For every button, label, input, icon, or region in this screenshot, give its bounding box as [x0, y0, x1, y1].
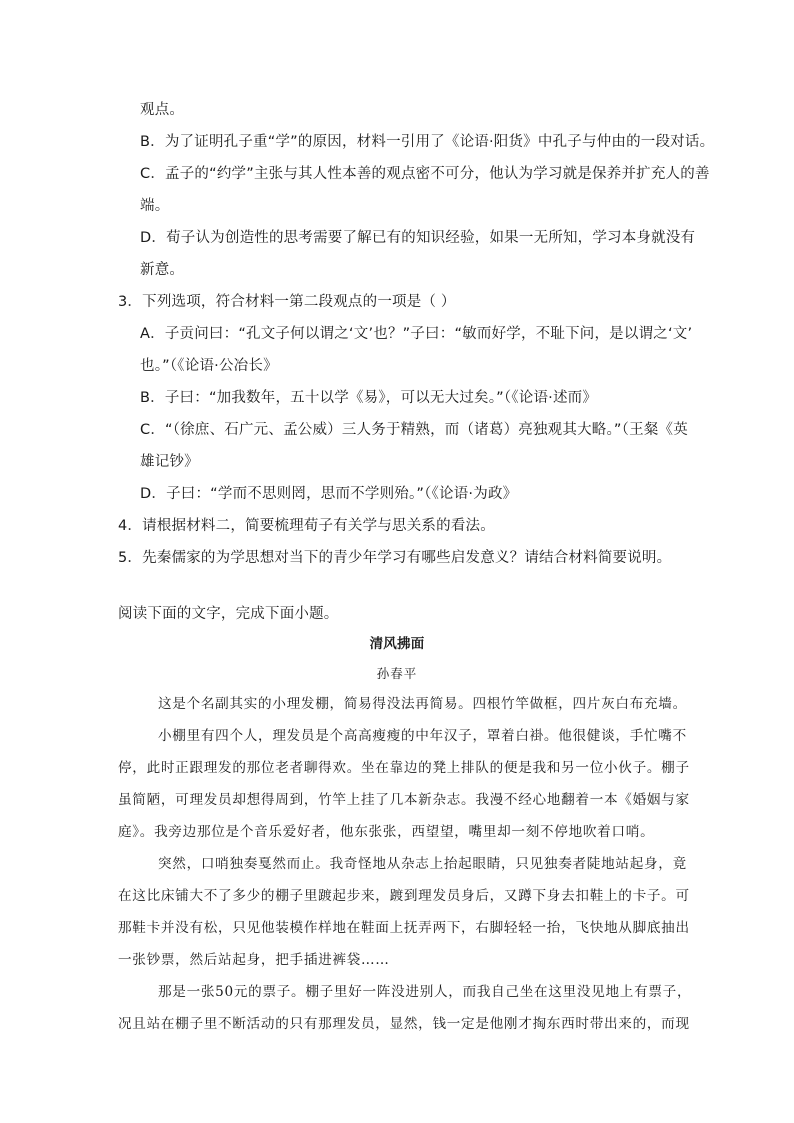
q3-option-c-line-1: C．“（徐庶、石广元、孟公威）三人务于精熟，而（诸葛）亮独观其大略。”（王粲《英 [140, 422, 688, 438]
option-b: B．为了证明孔子重“学”的原因，材料一引用了《论语·阳货》中孔子与仲由的一段对话。 [140, 134, 715, 150]
question-4: 4．请根据材料二，简要梳理荀子有关学与思关系的看法。 [118, 518, 495, 534]
passage-line: 在这比床铺大不了多少的棚子里踱起步来，踱到理发员身后，又蹲下身去扣鞋上的卡子。可 [118, 888, 690, 904]
q3-option-b: B．子曰：“加我数年，五十以学《易》，可以无大过矣。”（《论语·述而》 [140, 390, 598, 406]
passage-line: 况且站在棚子里不断活动的只有那理发员，显然，钱一定是他刚才掏东西时带出来的，而现 [118, 1016, 690, 1032]
passage-line: 这是个名副其实的小理发棚，简易得没法再简易。四根竹竿做框，四片灰白布充墙。 [158, 696, 687, 712]
option-c-line-1: C．孟子的“约学”主张与其人性本善的观点密不可分，他认为学习就是保养并扩充人的善 [140, 166, 710, 182]
passage-line: 虽简陋，可理发员却想得周到，竹竿上挂了几本新杂志。我漫不经心地翻着一本《婚姻与家 [118, 792, 690, 808]
passage-title: 清风拂面 [369, 636, 425, 652]
passage-line: 那鞋卡并没有松，只见他装模作样地在鞋面上抚弄两下，右脚轻轻一抬，飞快地从脚底抽出 [118, 920, 690, 936]
q3-option-a-line-1: A．子贡问曰：“孔文子何以谓之‘文’也？”子曰：“敏而好学，不耻下问，是以谓之‘文’ [140, 326, 693, 342]
q3-option-d: D．子曰：“学而不思则罔，思而不学则殆。”（《论语·为政》 [140, 486, 518, 502]
passage-author: 孙春平 [376, 666, 418, 681]
passage-line: 小棚里有四个人，理发员是个高高瘦瘦的中年汉子，罩着白褂。他很健谈，手忙嘴不 [158, 728, 687, 744]
q3-option-c-line-2: 雄记钞》 [140, 454, 199, 470]
question-3: 3．下列选项，符合材料一第二段观点的一项是（ ） [118, 294, 456, 310]
option-d-line-2: 新意。 [140, 262, 185, 278]
passage-line: 那是一张50元的票子。棚子里好一阵没进别人，而我自己坐在这里没见地上有票子， [158, 984, 692, 1000]
q3-option-a-line-2: 也。”（《论语·公冶长》 [140, 358, 278, 374]
option-d-line-1: D．荀子认为创造性的思考需要了解已有的知识经验，如果一无所知，学习本身就没有 [140, 230, 696, 246]
passage-line: 一张钞票，然后站起身，把手插进裤袋…… [118, 952, 390, 968]
reading-instruction: 阅读下面的文字，完成下面小题。 [118, 606, 339, 622]
question-5: 5．先秦儒家的为学思想对当下的青少年学习有哪些启发意义？请结合材料简要说明。 [118, 550, 672, 566]
passage-line: 突然，口哨独奏戛然而止。我奇怪地从杂志上抬起眼睛，只见独奏者陡地站起身，竟 [158, 856, 687, 872]
option-c-line-2: 端。 [140, 198, 170, 214]
option-a-continuation: 观点。 [140, 102, 185, 118]
passage-line: 庭》。我旁边那位是个音乐爱好者，他东张张，西望望，嘴里却一刻不停地吹着口哨。 [118, 824, 655, 840]
passage-line: 停，此时正跟理发的那位老者聊得欢。坐在靠边的凳上排队的便是我和另一位小伙子。棚子 [118, 760, 690, 776]
